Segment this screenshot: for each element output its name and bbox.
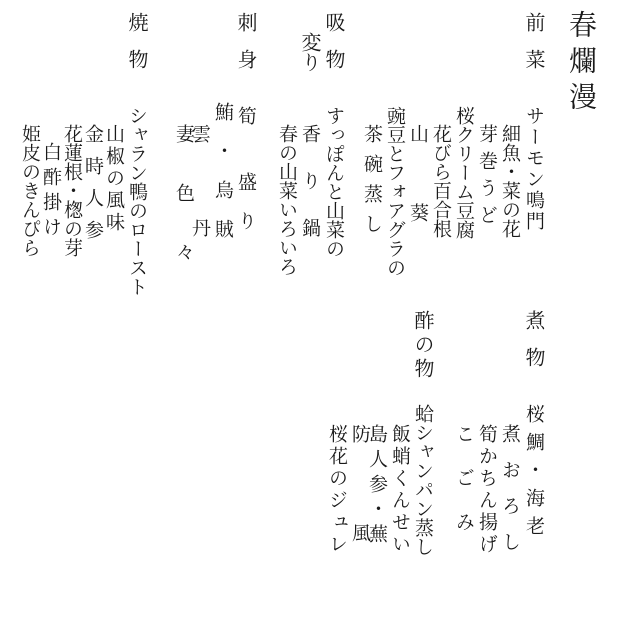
- sunomono-item: 蛤シャンパン蒸し: [412, 404, 434, 556]
- zensai-item: 花びら百合根: [430, 124, 452, 238]
- heading-suimono-sub: 変り: [298, 32, 322, 72]
- yakimono-item: 白酢掛け: [40, 142, 62, 242]
- zensai-item: 桜クリーム豆腐: [453, 106, 475, 239]
- zensai-item: 茶碗蒸し: [361, 124, 383, 244]
- heading-sunomono: 酢の物: [411, 310, 435, 382]
- heading-zensai: 前菜: [522, 12, 546, 86]
- menu-title: 春爛漫: [565, 10, 598, 118]
- sashimi-item: 盛り: [235, 172, 257, 250]
- sunomono-item: 桜花のジュレ: [326, 424, 348, 556]
- yakimono-item: 姫皮のきんぴら: [19, 124, 41, 257]
- nimono-item: 桜鯛・海老: [523, 404, 545, 544]
- sunomono-item: 飯蛸くんせい: [389, 424, 411, 556]
- yakimono-item: シャラン鴨のロースト: [126, 106, 148, 296]
- suimono-item: 香り鍋: [299, 124, 321, 265]
- yakimono-item: 山椒の風味: [103, 124, 125, 234]
- nimono-item: 煮おろし: [499, 424, 521, 568]
- zensai-item: 細魚・菜の花: [499, 124, 521, 238]
- sashimi-item: 筍: [235, 106, 257, 125]
- nimono-item: 筍かちん揚げ: [476, 424, 498, 556]
- sunomono-item: 防風: [349, 424, 371, 622]
- suimono-item: すっぽんと山菜の: [323, 106, 345, 258]
- sunomono-item: 島人参・蕪: [366, 424, 388, 549]
- zensai-item: サーモン鳴門: [523, 106, 545, 232]
- heading-sashimi: 刺身: [234, 12, 258, 86]
- sashimi-item: 鮪・烏賊: [212, 102, 234, 258]
- heading-yakimono: 焼物: [125, 12, 149, 86]
- yakimono-item: 花蓮根・楤の芽: [61, 124, 83, 257]
- yakimono-item: 金時人参: [82, 124, 104, 252]
- zensai-item: 芽巻うど: [476, 124, 498, 232]
- heading-nimono: 煮物: [522, 310, 546, 384]
- zensai-item: 豌豆とフォアグラの: [384, 106, 406, 277]
- zensai-item: 山葵: [407, 124, 429, 282]
- suimono-item: 春の山菜いろいろ: [276, 124, 298, 276]
- sashimi-item: 雲丹: [189, 124, 211, 312]
- sashimi-item: 妻色々: [173, 124, 195, 301]
- nimono-item: こごみ: [453, 424, 475, 556]
- heading-suimono: 吸物: [322, 12, 346, 86]
